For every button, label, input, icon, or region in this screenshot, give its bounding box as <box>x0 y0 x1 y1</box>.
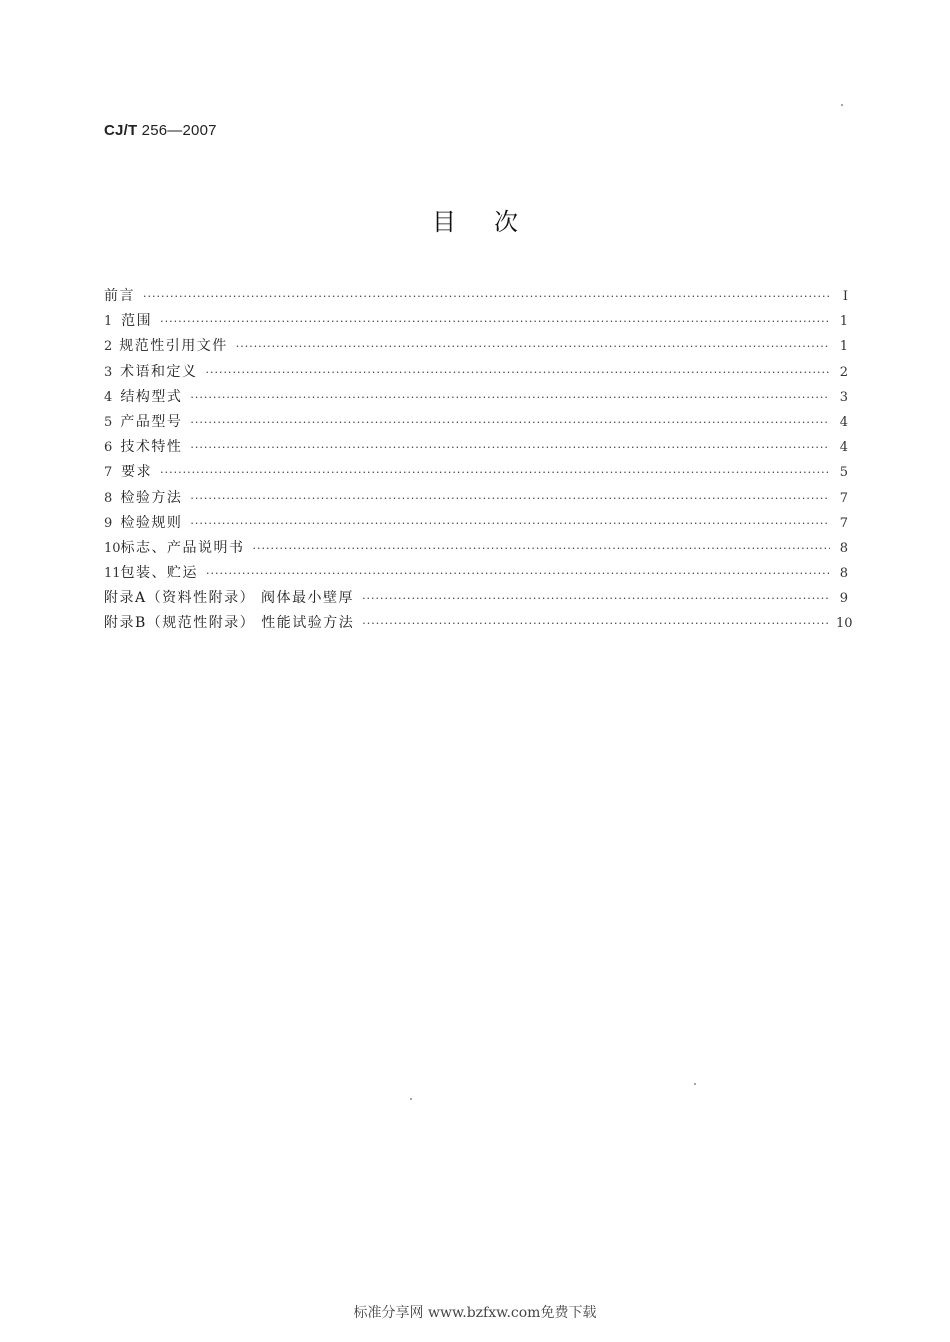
toc-entry-9[interactable] <box>104 511 848 536</box>
toc-leader-dots <box>236 334 830 359</box>
toc-entry-number: 1 <box>104 314 113 330</box>
toc-entry-label: 标志、产品说明书 <box>120 539 245 556</box>
toc-leader-dots <box>190 385 830 410</box>
toc-title: 目次 <box>432 208 556 236</box>
toc-entry-number: 6 <box>104 440 113 456</box>
toc-leader-dots <box>190 511 830 536</box>
toc-entry-number: 5 <box>104 414 113 430</box>
standard-number: 256—2007 <box>137 122 217 139</box>
toc-entry-page: 10 <box>836 616 853 632</box>
toc-entry-1[interactable] <box>104 309 848 334</box>
toc-entry-3[interactable] <box>104 360 848 385</box>
toc-entry-5[interactable] <box>104 410 848 435</box>
toc-entry-page: 7 <box>839 515 848 531</box>
toc-entry-number: 2 <box>104 339 113 355</box>
toc-entry-number: 8 <box>104 490 113 506</box>
toc-entry-page: 2 <box>839 364 848 380</box>
toc-entry-annex-b[interactable] <box>104 611 853 636</box>
toc-entry-label: 产品型号 <box>120 413 183 430</box>
standard-prefix: CJ/T <box>104 122 138 139</box>
toc-entry-number: 7 <box>104 465 113 481</box>
toc-leader-dots <box>253 536 830 561</box>
toc-entry-label: 范围 <box>121 313 153 330</box>
toc-entry-label: 前言 <box>104 288 135 304</box>
toc-entry-10[interactable] <box>104 536 848 561</box>
toc-entry-number: 9 <box>104 515 113 531</box>
toc-leader-dots <box>190 435 830 460</box>
toc-entry-page: 1 <box>839 339 848 355</box>
toc-leader-dots <box>143 284 830 309</box>
toc-entry-page: 1 <box>839 314 848 330</box>
toc-entry-page: 8 <box>839 566 848 582</box>
toc-entry-number: 4 <box>104 389 113 405</box>
toc-entry-page: 4 <box>839 414 848 430</box>
toc-entry-label: 包装、贮运 <box>120 565 199 582</box>
toc-entry-page: 7 <box>839 490 848 506</box>
watermark-footer: 标准分享网 www.bzfxw.com免费下载 <box>353 1305 597 1321</box>
toc-entry-label: 附录A（资料性附录） 阀体最小壁厚 <box>104 590 355 607</box>
toc-entry-page: 8 <box>839 540 848 556</box>
toc-entry-label: 附录B（规范性附录） 性能试验方法 <box>104 615 355 632</box>
scan-speck <box>841 104 843 106</box>
toc-leader-dots <box>190 486 830 511</box>
toc-leader-dots <box>206 561 830 586</box>
toc-entry-4[interactable] <box>104 385 848 410</box>
toc-leader-dots <box>160 309 830 334</box>
toc-entry-2[interactable] <box>104 334 848 359</box>
toc-entry-number: 10 <box>104 540 121 556</box>
toc-entry-page: 4 <box>839 440 848 456</box>
toc-entry-label: 术语和定义 <box>119 363 198 380</box>
scan-speck <box>410 1098 412 1100</box>
toc-entry-annex-a[interactable] <box>104 586 848 611</box>
toc-entry-8[interactable] <box>104 486 848 511</box>
toc-leader-dots <box>362 611 830 636</box>
toc-entry-label: 结构型式 <box>120 388 183 405</box>
toc-entry-foreword[interactable] <box>104 284 848 309</box>
scan-speck <box>694 1083 696 1085</box>
toc-entry-page: 9 <box>839 591 848 607</box>
toc-leader-dots <box>362 586 830 611</box>
toc-leader-dots <box>205 360 830 385</box>
toc-entry-11[interactable] <box>104 561 848 586</box>
standard-code <box>104 122 217 139</box>
toc-entry-6[interactable] <box>104 435 848 460</box>
toc-entry-label: 技术特性 <box>120 439 183 456</box>
toc-leader-dots <box>160 460 830 485</box>
toc-entry-label: 检验方法 <box>120 489 183 506</box>
toc-entry-page: 3 <box>839 389 848 405</box>
toc-entry-page: I <box>842 289 848 304</box>
toc-entry-number: 11 <box>104 566 121 582</box>
toc-entry-page: 5 <box>839 465 848 481</box>
table-of-contents <box>104 284 853 637</box>
toc-leader-dots <box>190 410 830 435</box>
toc-entry-7[interactable] <box>104 460 848 485</box>
toc-entry-number: 3 <box>104 364 113 380</box>
toc-entry-label: 规范性引用文件 <box>119 338 228 355</box>
toc-entry-label: 要求 <box>121 464 153 481</box>
toc-entry-label: 检验规则 <box>120 514 183 531</box>
